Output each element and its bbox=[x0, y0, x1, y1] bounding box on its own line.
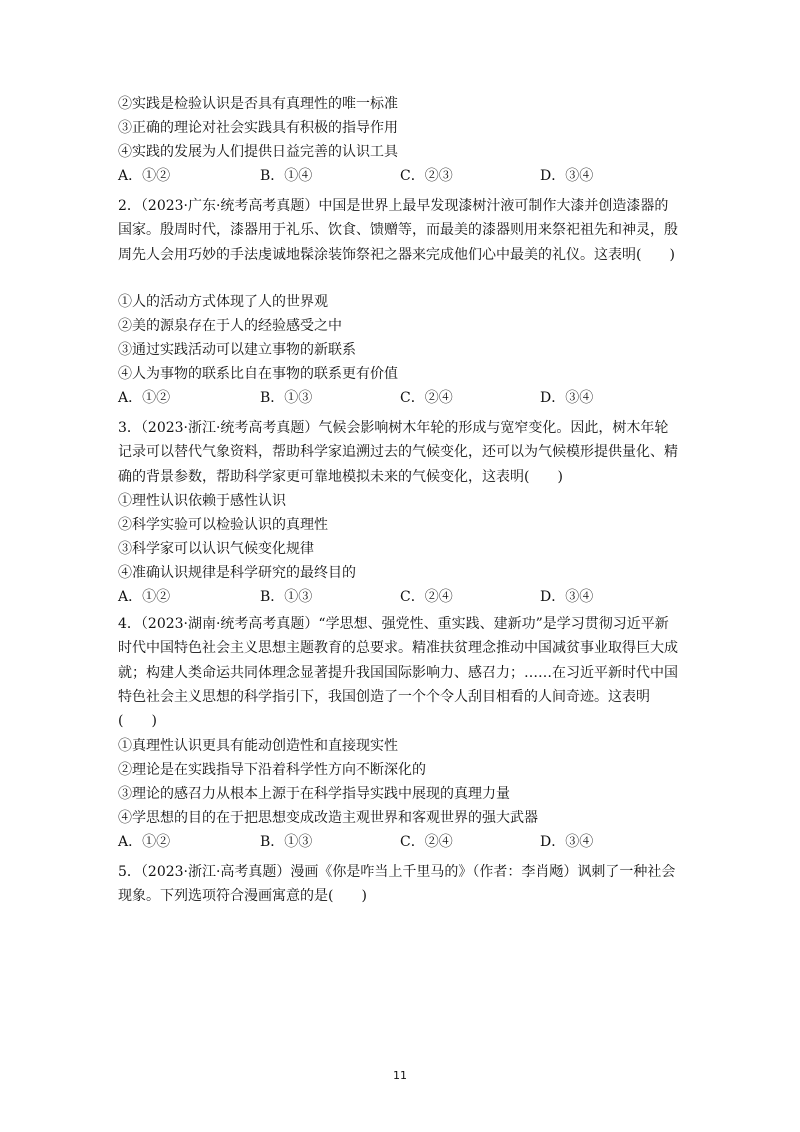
q4-item-3: ③理论的感召力从根本上源于在科学指导实践中展现的真理力量 bbox=[118, 786, 510, 802]
q2-option-b: B．①③ bbox=[260, 390, 313, 406]
q4-option-d: D．③④ bbox=[540, 834, 594, 850]
q3-stem: 3．（2023·浙江·统考高考真题）气候会影响树木年轮的形成与宽窄变化。因此，树木年轮记录可以替代气象资料，帮助科学家追溯过去的气候变化，还可以为气候模形提供量化、精确的背景参数，帮助科学家更可靠地模拟未来的气候变化，这表明( ) bbox=[118, 420, 678, 485]
q3-item-2: ②科学实验可以检验认识的真理性 bbox=[118, 517, 328, 533]
q4-option-c: C．②④ bbox=[400, 834, 453, 850]
question-4 bbox=[118, 612, 678, 854]
q1-option-c: C．②③ bbox=[400, 168, 453, 184]
question-1 bbox=[118, 92, 678, 188]
q3-option-a: A．①② bbox=[118, 589, 171, 605]
question-5 bbox=[118, 860, 678, 909]
q1-option-b: B．①④ bbox=[260, 168, 313, 184]
q4-options bbox=[118, 830, 678, 854]
q3-item-4: ④准确认识规律是科学研究的最终目的 bbox=[118, 565, 356, 581]
q3-item-1: ①理性认识依赖于感性认识 bbox=[118, 493, 286, 509]
question-2 bbox=[118, 194, 678, 410]
q2-item-3: ③通过实践活动可以建立事物的新联系 bbox=[118, 342, 356, 358]
q1-option-a: A．①② bbox=[118, 168, 171, 184]
q4-stem: 4．（2023·湖南·统考高考真题）“学思想、强党性、重实践、建新功”是学习贯彻习近平新时代中国特色社会主义思想主题教育的总要求。精准扶贫理念推动中国减贫事业取得巨大成就；构建人类命运共同体理念显著提升我国国际影响力、感召力；……在习近平新时代中国特色社会主义思想的科学指引下，我国创造了一个个令人刮目相看的人间奇迹。这表明( ) bbox=[118, 616, 678, 730]
q4-item-1: ①真理性认识更具有能动创造性和直接现实性 bbox=[118, 738, 398, 754]
q2-option-c: C．②④ bbox=[400, 390, 453, 406]
q2-item-2: ②美的源泉存在于人的经验感受之中 bbox=[118, 318, 342, 334]
q2-stem: 2．（2023·广东·统考高考真题）中国是世界上最早发现漆树汁液可制作大漆并创造漆器的国家。殷周时代，漆器用于礼乐、饮食、馈赠等，而最美的漆器则用来祭祀祖先和神灵，殷周先人会用巧妙的手法虔诚地髹涂装饰祭祀之器来完成他们心中最美的礼仪。这表明( ) bbox=[118, 198, 678, 263]
q1-item-2: ②实践是检验认识是否具有真理性的唯一标准 bbox=[118, 96, 398, 112]
q2-item-4: ④人为事物的联系比自在事物的联系更有价值 bbox=[118, 366, 398, 382]
q4-option-b: B．①③ bbox=[260, 834, 313, 850]
q3-option-d: D．③④ bbox=[540, 589, 594, 605]
question-3 bbox=[118, 416, 678, 609]
q1-option-d: D．③④ bbox=[540, 168, 594, 184]
q3-options bbox=[118, 585, 678, 609]
q3-option-c: C．②④ bbox=[400, 589, 453, 605]
q3-item-3: ③科学家可以认识气候变化规律 bbox=[118, 541, 314, 557]
q1-item-3: ③正确的理论对社会实践具有积极的指导作用 bbox=[118, 120, 398, 136]
q2-option-a: A．①② bbox=[118, 390, 171, 406]
q1-item-4: ④实践的发展为人们提供日益完善的认识工具 bbox=[118, 144, 398, 160]
q2-options bbox=[118, 386, 678, 410]
q4-item-4: ④学思想的目的在于把思想变成改造主观世界和客观世界的强大武器 bbox=[118, 810, 538, 826]
q3-option-b: B．①③ bbox=[260, 589, 313, 605]
q4-option-a: A．①② bbox=[118, 834, 171, 850]
q1-options bbox=[118, 164, 678, 188]
q2-item-1: ①人的活动方式体现了人的世界观 bbox=[118, 294, 328, 310]
q2-option-d: D．③④ bbox=[540, 390, 594, 406]
q5-stem: 5．（2023·浙江·高考真题）漫画《你是咋当上千里马的》（作者：李肖飏）讽刺了一种社会现象。下列选项符合漫画寓意的是( ) bbox=[118, 864, 676, 905]
q4-item-2: ②理论是在实践指导下沿着科学性方向不断深化的 bbox=[118, 762, 426, 778]
page-number: 11 bbox=[393, 1069, 407, 1082]
